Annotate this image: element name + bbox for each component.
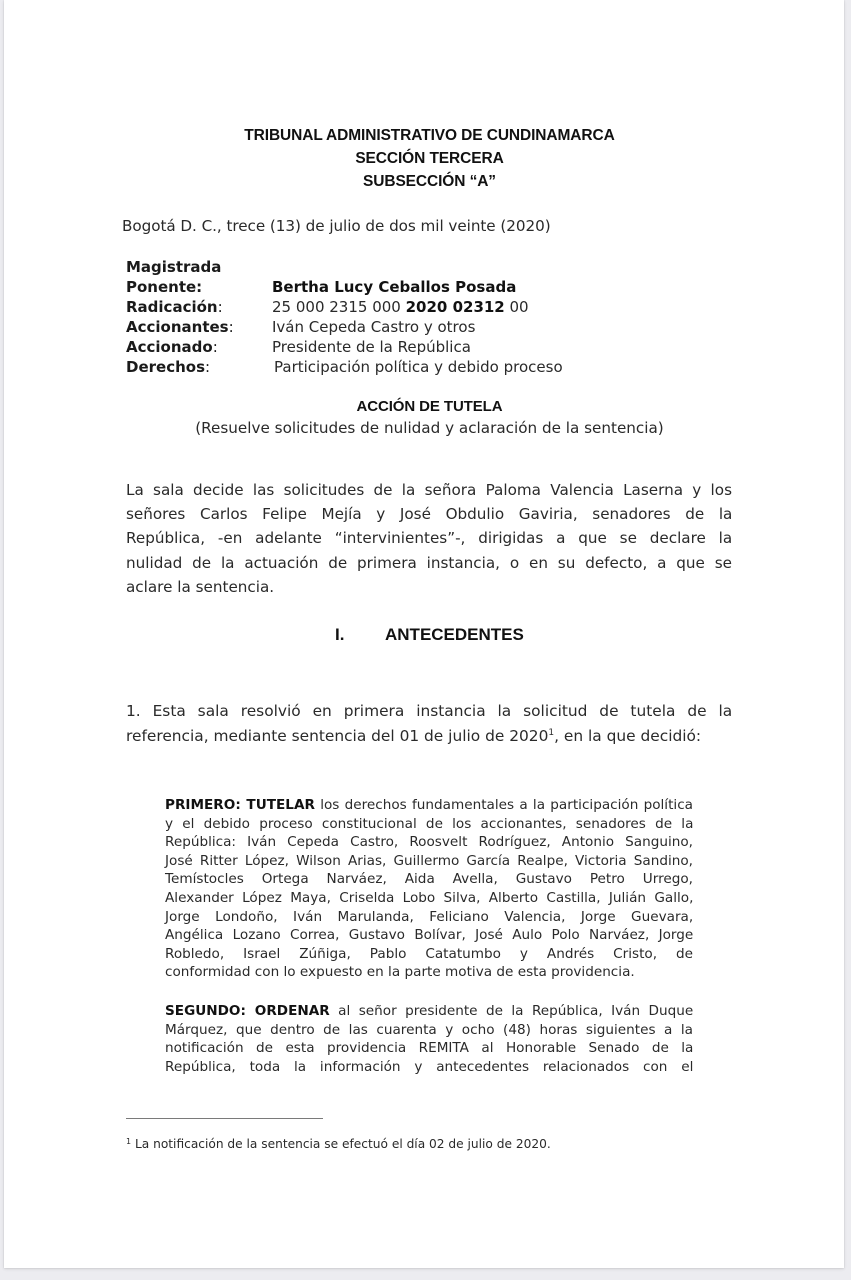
quote-line: José Ritter López, Wilson Arias, Guillermo García Realpe, Victoria Sandino, bbox=[165, 852, 693, 869]
quote-label: SEGUNDO: ORDENAR bbox=[165, 1003, 330, 1019]
quote-primero bbox=[165, 796, 693, 982]
court-name: TRIBUNAL ADMINISTRATIVO DE CUNDINAMARCA bbox=[244, 127, 615, 144]
quote-line: Robledo, Israel Zúñiga, Pablo Catatumbo y Andrés Cristo, de bbox=[165, 945, 693, 962]
paragraph-text: , en la que decidió: bbox=[554, 727, 702, 745]
accionado-colon: : bbox=[212, 338, 218, 356]
radicacion-label-text: Radicación bbox=[126, 298, 218, 316]
quote-text: al señor presidente de la República, Iván Duque bbox=[329, 1003, 694, 1019]
intro-line: República, -en adelante “intervinientes”-, dirigidas a que se declare la bbox=[126, 529, 733, 548]
paragraph-text: referencia, mediante sentencia del 01 de julio de 2020 bbox=[126, 727, 549, 745]
accionantes-label bbox=[126, 318, 234, 336]
date-line: Bogotá D. C., trece (13) de julio de dos mil veinte (2020) bbox=[122, 217, 551, 235]
quote-line: República, toda la información y antecedentes relacionados con el bbox=[165, 1058, 694, 1075]
quote-line: República: Iván Cepeda Castro, Roosvelt Rodríguez, Antonio Sanguino, bbox=[165, 834, 693, 851]
action-subtitle: (Resuelve solicitudes de nulidad y aclaración de la sentencia) bbox=[195, 419, 664, 437]
quote-line: Márquez, que dentro de las cuarenta y ocho (48) horas siguientes a la bbox=[165, 1021, 693, 1038]
quote-line: Alexander López Maya, Criselda Lobo Silva, Alberto Castilla, Julián Gallo, bbox=[165, 889, 694, 906]
paragraph-line: 1. Esta sala resolvió en primera instancia la solicitud de tutela de la bbox=[126, 702, 733, 720]
radicacion-number: 2020 02312 bbox=[405, 298, 505, 316]
intro-line: aclare la sentencia. bbox=[126, 577, 275, 596]
intro-line: señores Carlos Felipe Mejía y José Obdulio Gaviria, senadores de la bbox=[126, 505, 733, 524]
paragraph-line bbox=[126, 724, 732, 749]
accionantes-value: Iván Cepeda Castro y otros bbox=[272, 318, 476, 336]
radicacion-value bbox=[272, 298, 529, 316]
quote-line bbox=[165, 1002, 693, 1021]
quote-line: Jorge Londoño, Iván Marulanda, Feliciano Valencia, Jorge Guevara, bbox=[165, 908, 694, 925]
footnote-reference[interactable]: 1 bbox=[548, 728, 555, 738]
document-page bbox=[4, 0, 844, 1268]
antecedentes-paragraph-1 bbox=[126, 699, 732, 749]
action-title: ACCIÓN DE TUTELA bbox=[356, 398, 503, 415]
accionantes-colon: : bbox=[228, 318, 234, 336]
court-subsection: SUBSECCIÓN “A” bbox=[363, 173, 496, 190]
radicacion-label bbox=[126, 298, 223, 316]
radicacion-colon: : bbox=[217, 298, 223, 316]
accionado-value: Presidente de la República bbox=[272, 338, 471, 356]
quote-segundo bbox=[165, 1002, 693, 1076]
derechos-colon: : bbox=[205, 358, 211, 376]
section-number: I. bbox=[335, 625, 345, 644]
derechos-label-text: Derechos bbox=[126, 358, 205, 376]
footnote-separator bbox=[126, 1118, 323, 1119]
quote-text: los derechos fundamentales a la participación política bbox=[314, 797, 693, 813]
accionado-label-text: Accionado bbox=[126, 338, 213, 356]
ponente-value: Bertha Lucy Ceballos Posada bbox=[272, 278, 517, 296]
quote-label: PRIMERO: TUTELAR bbox=[165, 797, 315, 813]
ponente-label: Ponente: bbox=[126, 278, 203, 296]
footnote-text: La notificación de la sentencia se efectuó el día 02 de julio de 2020. bbox=[131, 1137, 551, 1151]
quote-line: Temístocles Ortega Narváez, Aida Avella, Gustavo Petro Urrego, bbox=[165, 871, 693, 888]
derechos-value: Participación política y debido proceso bbox=[274, 358, 563, 376]
accionantes-label-text: Accionantes bbox=[126, 318, 229, 336]
quote-line: conformidad con lo expuesto en la parte motiva de esta providencia. bbox=[165, 964, 635, 981]
intro-line: La sala decide las solicitudes de la señora Paloma Valencia Laserna y los bbox=[126, 481, 732, 499]
accionado-label bbox=[126, 338, 218, 356]
footnote-marker: 1 bbox=[126, 1137, 132, 1146]
radicacion-prefix: 25 000 2315 000 bbox=[272, 298, 406, 316]
footnote bbox=[126, 1137, 551, 1151]
section-title: ANTECEDENTES bbox=[385, 625, 524, 644]
court-section: SECCIÓN TERCERA bbox=[355, 150, 504, 167]
quote-line: Angélica Lozano Correa, Gustavo Bolívar, José Aulo Polo Narváez, Jorge bbox=[165, 927, 694, 944]
quote-line: notificación de esta providencia REMITA al Honorable Senado de la bbox=[165, 1040, 694, 1057]
derechos-label bbox=[126, 358, 210, 376]
quote-line: y el debido proceso constitucional de los accionantes, senadores de la bbox=[165, 815, 694, 832]
intro-line: nulidad de la actuación de primera instancia, o en su defecto, a que se bbox=[126, 553, 732, 572]
radicacion-suffix: 00 bbox=[504, 298, 529, 316]
magistrada-label: Magistrada bbox=[126, 258, 222, 276]
intro-paragraph bbox=[126, 478, 732, 599]
quote-line bbox=[165, 796, 693, 815]
